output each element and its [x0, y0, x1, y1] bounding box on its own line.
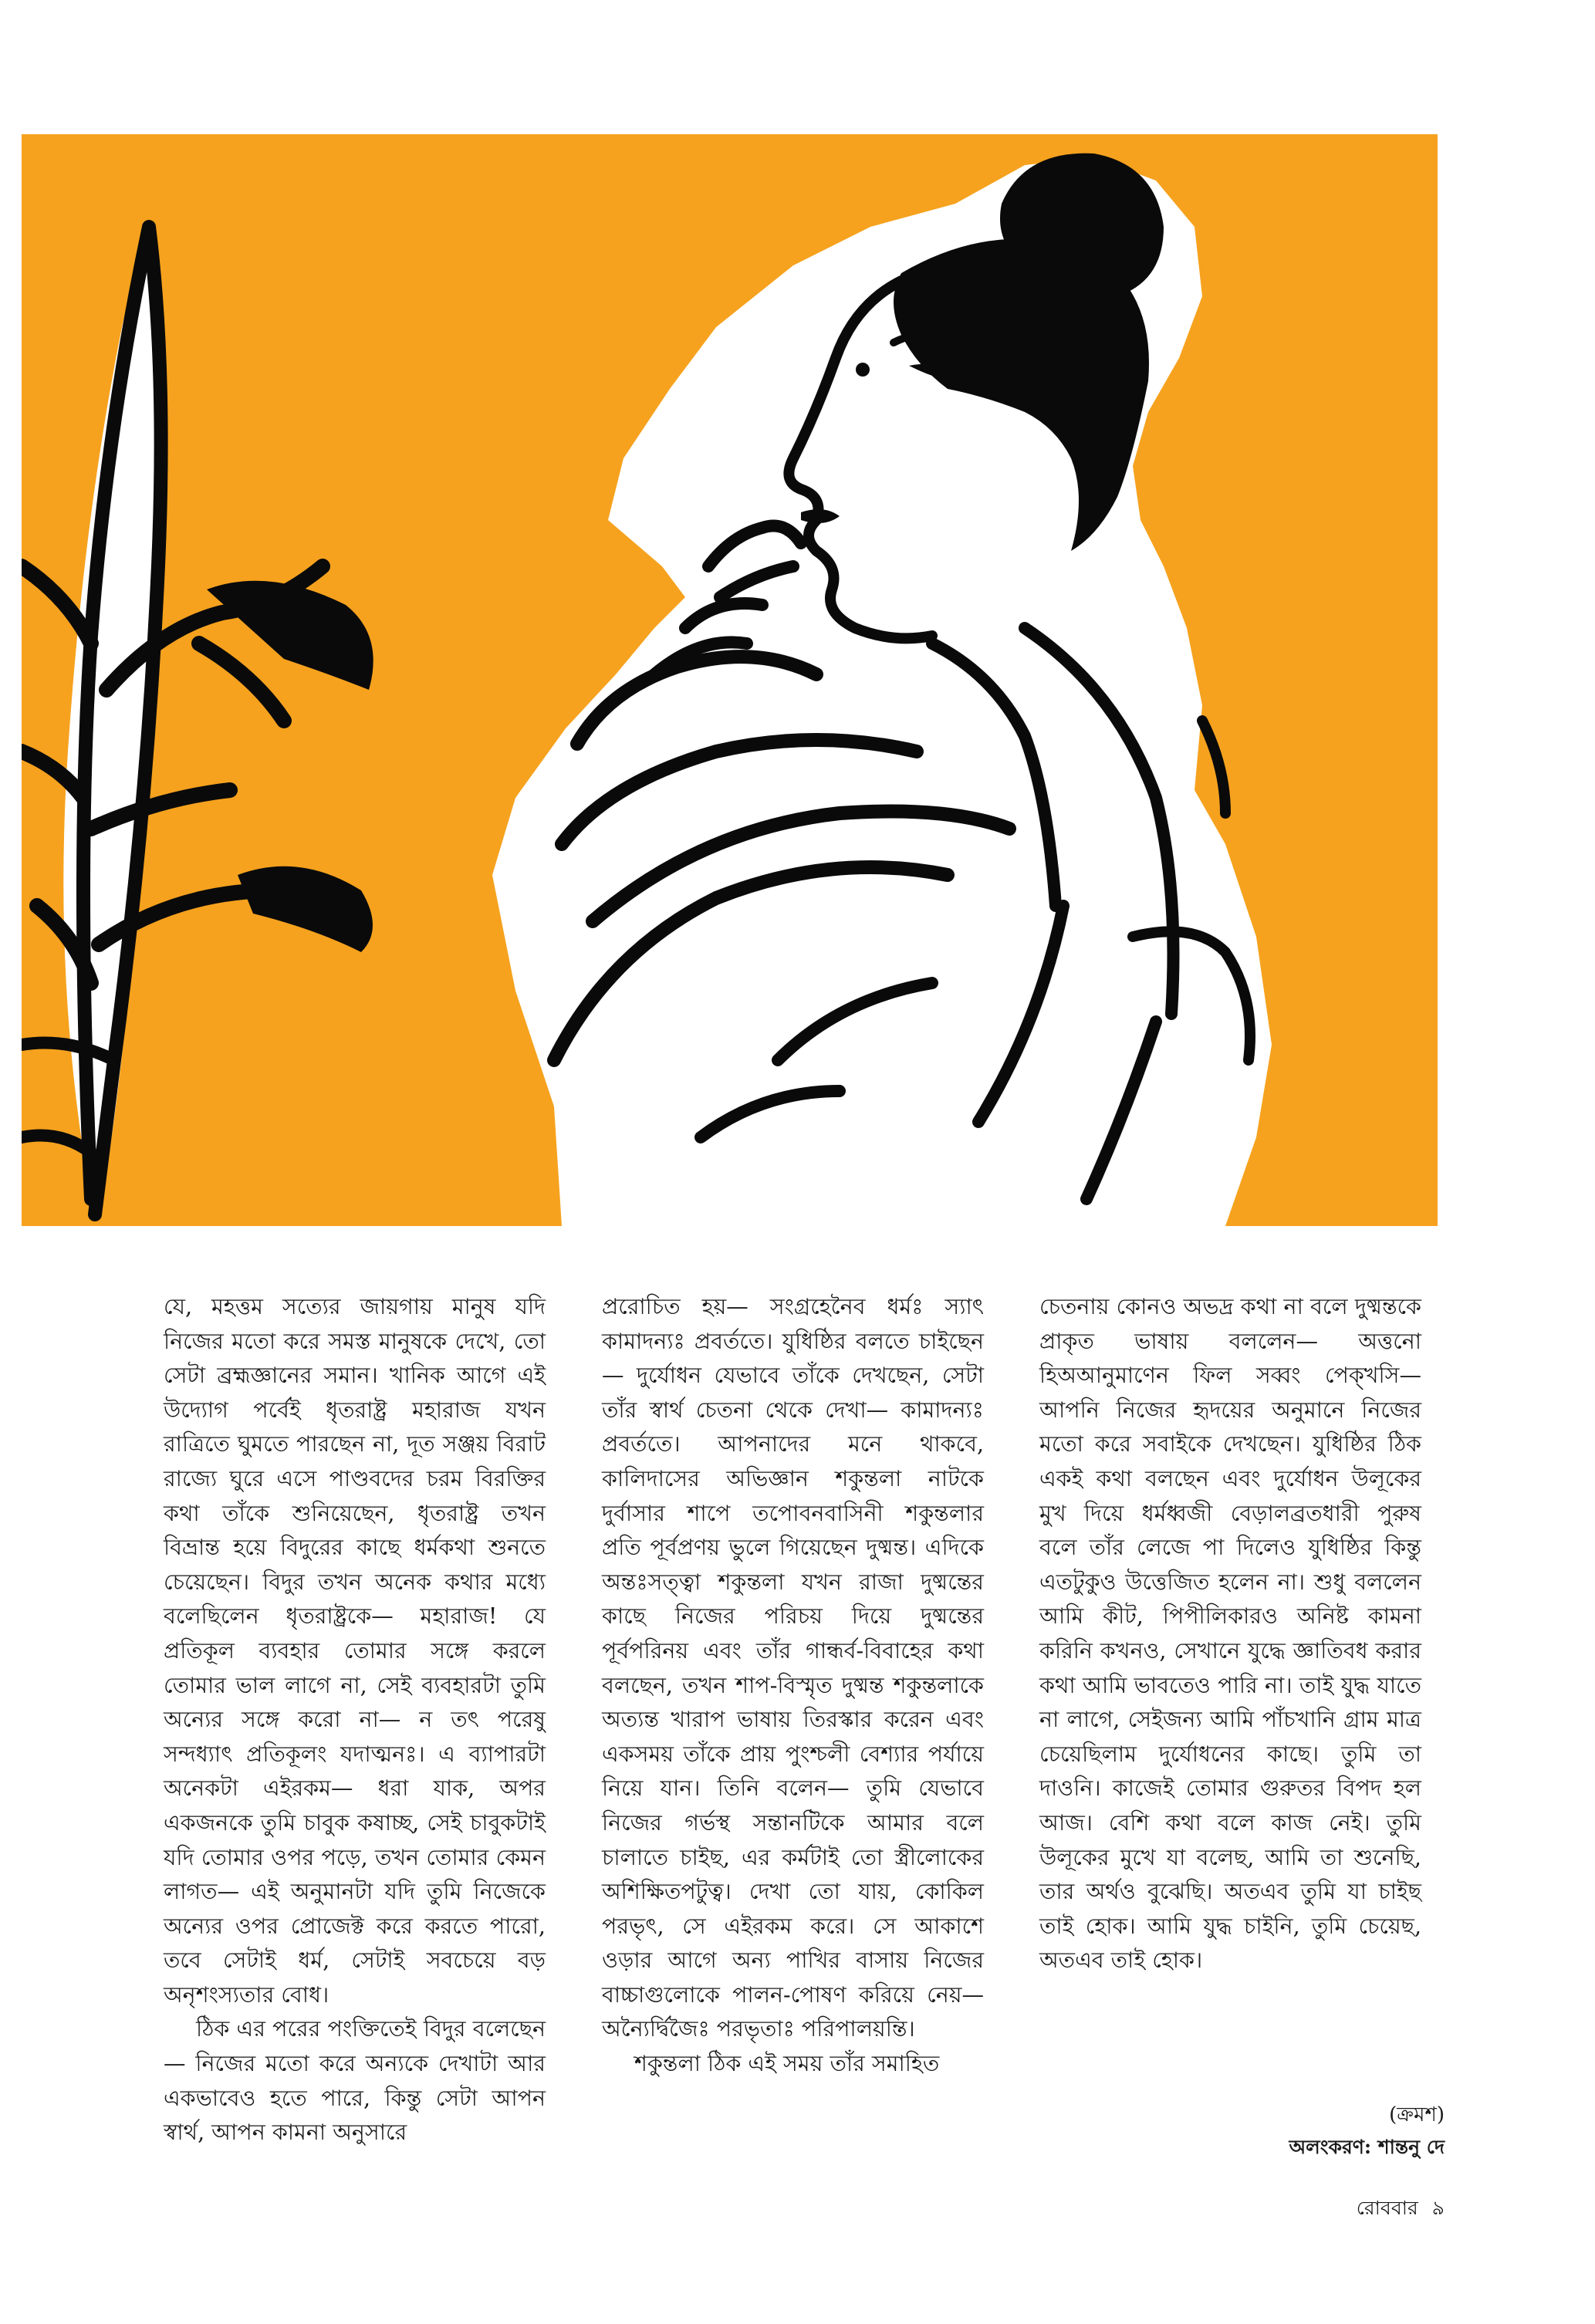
to-be-continued-note: (ক্রমশ)	[1389, 2103, 1445, 2126]
article-paragraph: যে, মহত্তম সত্যের জায়গায় মানুষ যদি নিজের মতো করে সমস্ত মানুষকে দেখে, তো সেটা ব্রহ্মজ্ঞানের সমান। খানিক আগে এই উদ্যোগ পর্বেই ধৃতরাষ্ট্র মহারাজ যখন রাত্রিতে ঘুমতে পারছেন না, দূত সঞ্জয় বিরাট রাজ্যে ঘুরে এসে পাণ্ডবদের চরম বিরক্তির কথা তাঁকে শুনিয়েছেন, ধৃতরাষ্ট্র তখন বিভ্রান্ত হয়ে বিদুরের কাছে ধর্মকথা শুনতে চেয়েছেন। বিদুর তখন অনেক কথার মধ্যে বলেছিলেন ধৃতরাষ্ট্রকে— মহারাজ! যে প্রতিকূল ব্যবহার তোমার সঙ্গে করলে তোমার ভাল লাগে না, সেই ব্যবহারটা তুমি অন্যের সঙ্গে করো না— ন তৎ পরেষু সন্দধ্যাৎ প্রতিকূলং যদাত্মনঃ। এ ব্যাপারটা অনেকটা এইরকম— ধরা যাক, অপর একজনকে তুমি চাবুক কষাচ্ছ, সেই চাবুকটাই যদি তোমার ওপর পড়ে, তখন তোমার কেমন লাগত— এই অনুমানটা যদি তুমি নিজেকে অন্যের ওপর প্রোজেক্ট করে করতে পারো, তবে সেটাই ধর্ম, সেটাই সবচেয়ে বড় অনৃশংস্যতার বোধ।	[164, 1294, 546, 2008]
article-column-3	[1039, 1290, 1421, 1978]
woman-portrait-illustration	[22, 134, 1438, 1226]
article-column-2	[602, 1290, 984, 2082]
bindi	[856, 363, 870, 377]
page-folio	[1357, 2193, 1445, 2226]
article-paragraph: চেতনায় কোনও অভদ্র কথা না বলে দুষ্মন্তকে প্রাকৃত ভাষায় বললেন— অত্তনো হিঅআনুমাণেন ফিল সব্বং পেক্‌খসি— আপনি নিজের হৃদয়ের অনুমানে নিজের মতো করে সবাইকে দেখছেন। যুধিষ্ঠির ঠিক একই কথা বলছেন এবং দুর্যোধন উলূকের মুখ দিয়ে ধর্মধ্বজী বেড়ালব্রতধারী পুরুষ বলে তাঁর লেজে পা দিলেও যুধিষ্ঠির কিন্তু এতটুকুও উত্তেজিত হলেন না। শুধু বললেন আমি কীট, পিপীলিকারও অনিষ্ট কামনা করিনি কখনও, সেখানে যুদ্ধে জ্ঞাতিবধ করার কথা আমি ভাবতেও পারি না। তাই যুদ্ধ যাতে না লাগে, সেইজন্য আমি পাঁচখানি গ্রাম মাত্র চেয়েছিলাম দুর্যোধনের কাছে। তুমি তা দাওনি। কাজেই তোমার গুরুতর বিপদ হল আজ। বেশি কথা বলে কাজ নেই। তুমি উলূকের মুখে যা বলেছ, আমি তা শুনেছি, তার অর্থও বুঝেছি। অতএব তুমি যা চাইছ তাই হোক। আমি যুদ্ধ চাইনি, তুমি চেয়েছ, অতএব তাই হোক।	[1039, 1294, 1421, 1974]
magazine-name: রোববার	[1356, 2197, 1418, 2219]
illustration	[22, 134, 1438, 1226]
article-column-1	[164, 1290, 546, 2150]
article-paragraph: ঠিক এর পরের পংক্তিতেই বিদুর বলেছেন— নিজের মতো করে অন্যকে দেখাটা আর একভাবেও হতে পারে, কিন্তু সেটা আপন স্বার্থ, আপন কামনা অনুসারে	[164, 2016, 546, 2146]
article-paragraph: প্ররোচিত হয়— সংগ্রহেনৈব ধর্মঃ স্যাৎ কামাদন্যঃ প্রবর্ততে। যুধিষ্ঠির বলতে চাইছেন— দুর্যোধন যেভাবে তাঁকে দেখছেন, সেটা তাঁর স্বার্থ চেতনা থেকে দেখা— কামাদন্যঃ প্রবর্ততে। আপনাদের মনে থাকবে, কালিদাসের অভিজ্ঞান শকুন্তলা নাটকে দুর্বাসার শাপে তপোবনবাসিনী শকুন্তলার প্রতি পূর্বপ্রণয় ভুলে গিয়েছেন দুষ্মন্ত। এদিকে অন্তঃসত্ত্বা শকুন্তলা যখন রাজা দুষ্মন্তের কাছে নিজের পরিচয় দিয়ে দুষ্মন্তের পূর্বপরিনয় এবং তাঁর গান্ধর্ব-বিবাহের কথা বলছেন, তখন শাপ-বিস্মৃত দুষ্মন্ত শকুন্তলাকে অত্যন্ত খারাপ ভাষায় তিরস্কার করেন এবং একসময় তাঁকে প্রায় পুংশ্চলী বেশ্যার পর্যায়ে নিয়ে যান। তিনি বলেন— তুমি যেভাবে নিজের গর্ভস্থ সন্তানটিকে আমার বলে চালাতে চাইছ, এর কর্মটাই তো স্ত্রীলোকের অশিক্ষিতপটুত্ব। দেখা তো যায়, কোকিল পরভৃৎ, সে এইরকম করে। সে আকাশে ওড়ার আগে অন্য পাখির বাসায় নিজের বাচ্চাগুলোকে পালন-পোষণ করিয়ে নেয়— অন্যৈর্দ্বিজৈঃ পরভৃতাঃ পরিপালয়ন্তি।	[602, 1294, 984, 2042]
article-paragraph: শকুন্তলা ঠিক এই সময় তাঁর সমাহিত	[634, 2051, 940, 2077]
page-number: ৯	[1431, 2197, 1445, 2219]
illustration-credit: অলংকরণ: শান্তনু দে	[1289, 2136, 1445, 2158]
